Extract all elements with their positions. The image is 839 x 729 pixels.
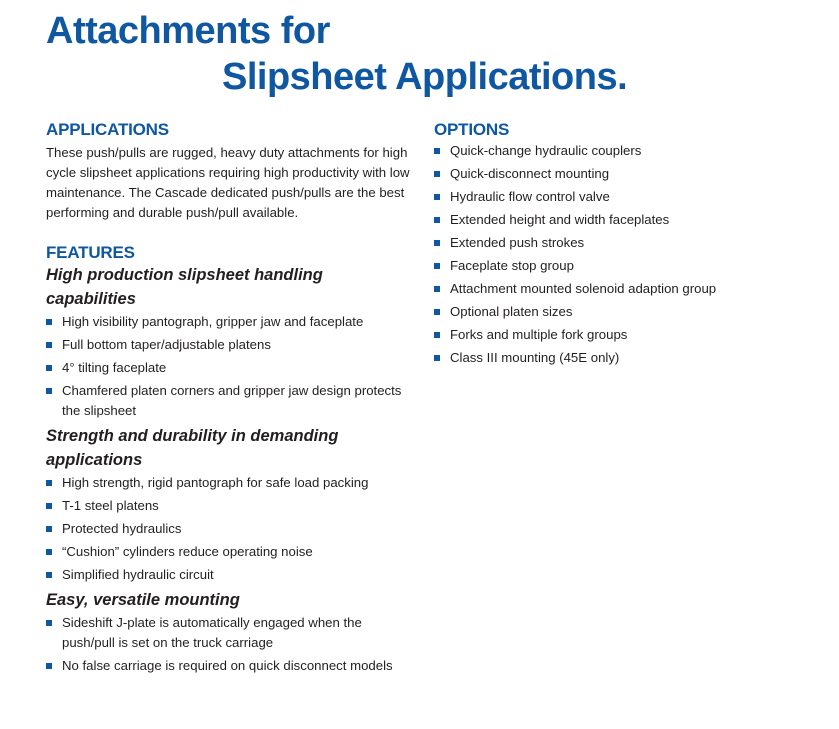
bullet-square-icon — [434, 332, 440, 338]
feature-list — [46, 473, 416, 585]
features-section — [46, 243, 416, 676]
options-section — [434, 120, 794, 368]
bullet-square-icon — [46, 388, 52, 394]
feature-item: Chamfered platen corners and gripper jaw design protects the slipsheet — [46, 381, 416, 421]
applications-section — [46, 120, 416, 223]
applications-paragraph: These push/pulls are rugged, heavy duty attachments for high cycle slipsheet applications requiring high productivity with low maintenance. The Cascade dedicated push/pulls are the best performing and durable push/pull available. — [46, 145, 410, 220]
feature-item: Full bottom taper/adjustable platens — [46, 335, 416, 355]
bullet-square-icon — [46, 365, 52, 371]
page-title — [46, 8, 627, 100]
bullet-square-icon — [46, 480, 52, 486]
feature-item: Protected hydraulics — [46, 519, 416, 539]
feature-group-title: High production slipsheet handling capabilities — [46, 266, 323, 308]
features-heading: FEATURES — [46, 243, 135, 262]
bullet-square-icon — [46, 663, 52, 669]
bullet-square-icon — [434, 309, 440, 315]
option-item: Extended push strokes — [434, 233, 794, 253]
bullet-square-icon — [434, 194, 440, 200]
feature-item: T-1 steel platens — [46, 496, 416, 516]
option-item: Optional platen sizes — [434, 302, 794, 322]
applications-heading: APPLICATIONS — [46, 120, 169, 139]
bullet-square-icon — [434, 217, 440, 223]
bullet-square-icon — [434, 240, 440, 246]
bullet-square-icon — [46, 503, 52, 509]
bullet-square-icon — [434, 148, 440, 154]
option-item: Attachment mounted solenoid adaption group — [434, 279, 794, 299]
bullet-square-icon — [46, 549, 52, 555]
page-title-line-1: Attachments for — [46, 10, 330, 52]
option-item: Hydraulic flow control valve — [434, 187, 794, 207]
feature-group-title: Strength and durability in demanding applications — [46, 427, 339, 469]
bullet-square-icon — [434, 263, 440, 269]
feature-item: “Cushion” cylinders reduce operating noise — [46, 542, 416, 562]
options-heading: OPTIONS — [434, 120, 510, 139]
option-item: Class III mounting (45E only) — [434, 348, 794, 368]
feature-list — [46, 312, 416, 421]
bullet-square-icon — [46, 620, 52, 626]
left-column — [46, 120, 416, 679]
feature-item: No false carriage is required on quick disconnect models — [46, 656, 416, 676]
bullet-square-icon — [46, 319, 52, 325]
bullet-square-icon — [434, 171, 440, 177]
bullet-square-icon — [46, 342, 52, 348]
bullet-square-icon — [46, 526, 52, 532]
option-item: Quick-change hydraulic couplers — [434, 141, 794, 161]
option-item: Quick-disconnect mounting — [434, 164, 794, 184]
options-list — [434, 141, 794, 368]
option-item: Faceplate stop group — [434, 256, 794, 276]
bullet-square-icon — [434, 355, 440, 361]
right-column — [434, 120, 794, 371]
bullet-square-icon — [46, 572, 52, 578]
page-title-line-2: Slipsheet Applications. — [222, 56, 628, 98]
feature-list — [46, 613, 416, 676]
feature-group-title: Easy, versatile mounting — [46, 591, 240, 609]
feature-item: Simplified hydraulic circuit — [46, 565, 416, 585]
feature-item: High visibility pantograph, gripper jaw and faceplate — [46, 312, 416, 332]
feature-item: Sideshift J-plate is automatically engaged when the push/pull is set on the truck carriage — [46, 613, 416, 653]
bullet-square-icon — [434, 286, 440, 292]
feature-item: 4° tilting faceplate — [46, 358, 416, 378]
option-item: Extended height and width faceplates — [434, 210, 794, 230]
feature-item: High strength, rigid pantograph for safe load packing — [46, 473, 416, 493]
option-item: Forks and multiple fork groups — [434, 325, 794, 345]
